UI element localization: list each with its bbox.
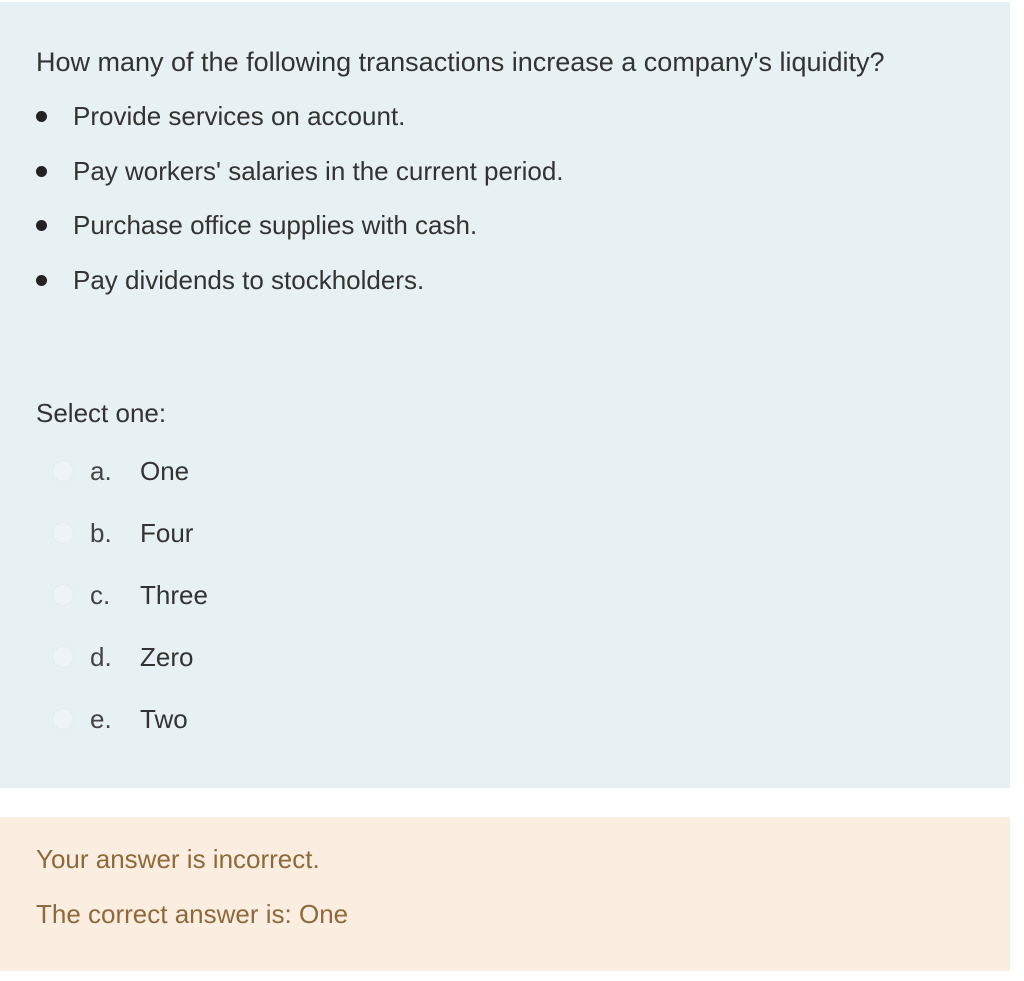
- radio-button-icon[interactable]: [52, 584, 74, 606]
- option-letter: b.: [90, 518, 112, 548]
- option-letter: d.: [90, 642, 112, 672]
- radio-button-icon[interactable]: [52, 522, 74, 544]
- answer-option-c[interactable]: [0, 578, 400, 640]
- bullet-icon: [36, 166, 47, 177]
- question-panel: [0, 2, 1010, 788]
- list-item-text: Pay dividends to stockholders.: [73, 264, 425, 295]
- question-text: How many of the following transactions increase a company's liquidity?: [36, 47, 885, 77]
- bullet-icon: [36, 220, 47, 231]
- option-label[interactable]: Four: [140, 518, 194, 548]
- option-letter: a.: [90, 456, 112, 486]
- feedback-status: Your answer is incorrect.: [36, 844, 320, 874]
- option-letter: e.: [90, 704, 112, 734]
- answer-options: [0, 454, 400, 764]
- select-one-prompt: Select one:: [36, 398, 167, 428]
- radio-button-icon[interactable]: [52, 646, 74, 668]
- option-label[interactable]: Zero: [140, 642, 194, 672]
- answer-option-a[interactable]: [0, 454, 400, 516]
- list-item-text: Pay workers' salaries in the current period.: [73, 155, 564, 186]
- option-letter: c.: [90, 580, 111, 610]
- bullet-icon: [36, 275, 47, 286]
- radio-button-icon[interactable]: [52, 708, 74, 730]
- option-label[interactable]: Three: [140, 580, 208, 610]
- bullet-icon: [36, 111, 47, 122]
- answer-option-e[interactable]: [0, 702, 400, 764]
- list-item-text: Purchase office supplies with cash.: [73, 210, 478, 240]
- radio-button-icon[interactable]: [52, 460, 74, 482]
- answer-option-d[interactable]: [0, 640, 400, 702]
- correct-answer-text: The correct answer is: One: [36, 899, 349, 929]
- answer-option-b[interactable]: [0, 516, 400, 578]
- option-label[interactable]: Two: [140, 704, 188, 734]
- option-label[interactable]: One: [140, 456, 190, 486]
- feedback-panel: [0, 817, 1010, 971]
- list-item-text: Provide services on account.: [73, 101, 406, 131]
